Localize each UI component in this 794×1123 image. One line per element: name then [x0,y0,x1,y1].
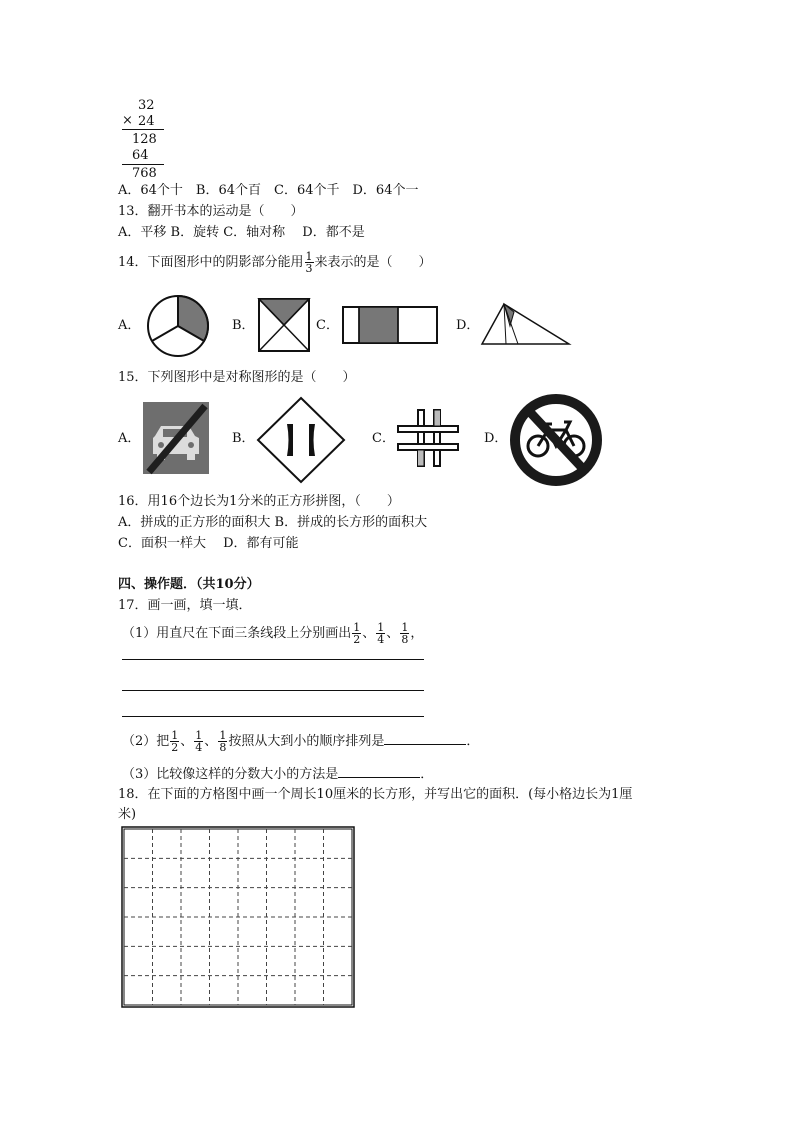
q14-label-b: B． [232,318,255,333]
partial-product-1: 128 [132,132,157,147]
q14-rectangle-figure [342,306,438,344]
partial-product-2: 64 [132,148,149,163]
fraction-one-eighth: $\frac{1}{8}$ [401,621,409,646]
q14-square-figure [258,298,310,352]
multiply-sign: × [122,113,133,128]
no-car-sign-icon [143,402,209,474]
answer-blank-method[interactable] [338,765,420,778]
fraction-one-quarter: $\frac{1}{4}$ [377,621,385,646]
q13-stem: 13．翻开书本的运动是（ ） [118,204,304,219]
no-bicycle-sign-icon [508,392,604,488]
answer-blank-order[interactable] [384,732,466,745]
q14-stem [118,250,432,276]
q15-label-d: D． [484,431,508,446]
woven-lattice-icon [396,406,462,470]
q17-part3: （3）比较像这样的分数大小的方法是 ． [122,767,434,782]
q15-label-a: A． [118,431,141,446]
q16-stem: 16．用16个边长为1分米的正方形拼图，（ ） [118,494,400,509]
q16-options-line2: C．面积一样大 D．都有可能 [118,536,299,551]
fraction-one-half: $\frac{1}{2}$ [171,729,179,754]
multiplier: 24 [138,114,155,129]
q14-label-c: C． [316,318,339,333]
product: 768 [132,166,157,181]
q18-stem-line1: 18．在下面的方格图中画一个周长10厘米的长方形，并写出它的面积．(每小格边长为1厘 [118,787,633,802]
rule-line [122,164,164,165]
segment-line-1[interactable] [122,659,424,660]
q14-triangle-figure [480,302,572,348]
fraction-one-eighth: $\frac{1}{8}$ [219,729,227,754]
segment-line-2[interactable] [122,690,424,691]
rule-line [122,129,164,130]
q14-circle-figure [146,294,210,358]
fraction-one-third: $\frac{1}{3}$ [305,250,313,275]
q12-options: A．64个十 B．64个百 C．64个千 D．64个一 [118,183,419,198]
q15-stem: 15．下列图形中是对称图形的是（ ） [118,370,356,385]
q14-stem-prefix: 14．下面图形中的阴影部分能用 [118,255,304,270]
section-heading: 四、操作题．（共10分） [118,577,260,592]
segment-line-3[interactable] [122,716,424,717]
fraction-one-quarter: $\frac{1}{4}$ [195,729,203,754]
q14-stem-suffix: 来表示的是（ ） [314,255,432,270]
q17-part1: （1）用直尺在下面三条线段上分别画出 $\frac{1}{2}$ 、 $\frac{1}{4}$ 、 $\frac{1}{8}$ ， [122,621,424,646]
fraction-one-half: $\frac{1}{2}$ [353,621,361,646]
q15-label-c: C． [372,431,395,446]
q15-label-b: B． [232,431,255,446]
q18-stem-line2: 米) [118,807,137,822]
q14-label-d: D． [456,318,480,333]
q17-stem: 17．画一画，填一填． [118,598,252,613]
q13-options: A．平移 B．旋转 C．轴对称 D．都不是 [118,225,365,240]
q14-label-a: A． [118,318,141,333]
square-grid[interactable] [121,826,355,1008]
multiplicand: 32 [138,98,155,113]
q16-options-line1: A．拼成的正方形的面积大 B．拼成的长方形的面积大 [118,515,428,530]
narrow-bridge-sign-icon [256,396,346,484]
q17-part2: （2）把 $\frac{1}{2}$ 、 $\frac{1}{4}$ 、 $\frac{1}{8}$ 按照从大到小的顺序排列是 ． [122,729,480,754]
